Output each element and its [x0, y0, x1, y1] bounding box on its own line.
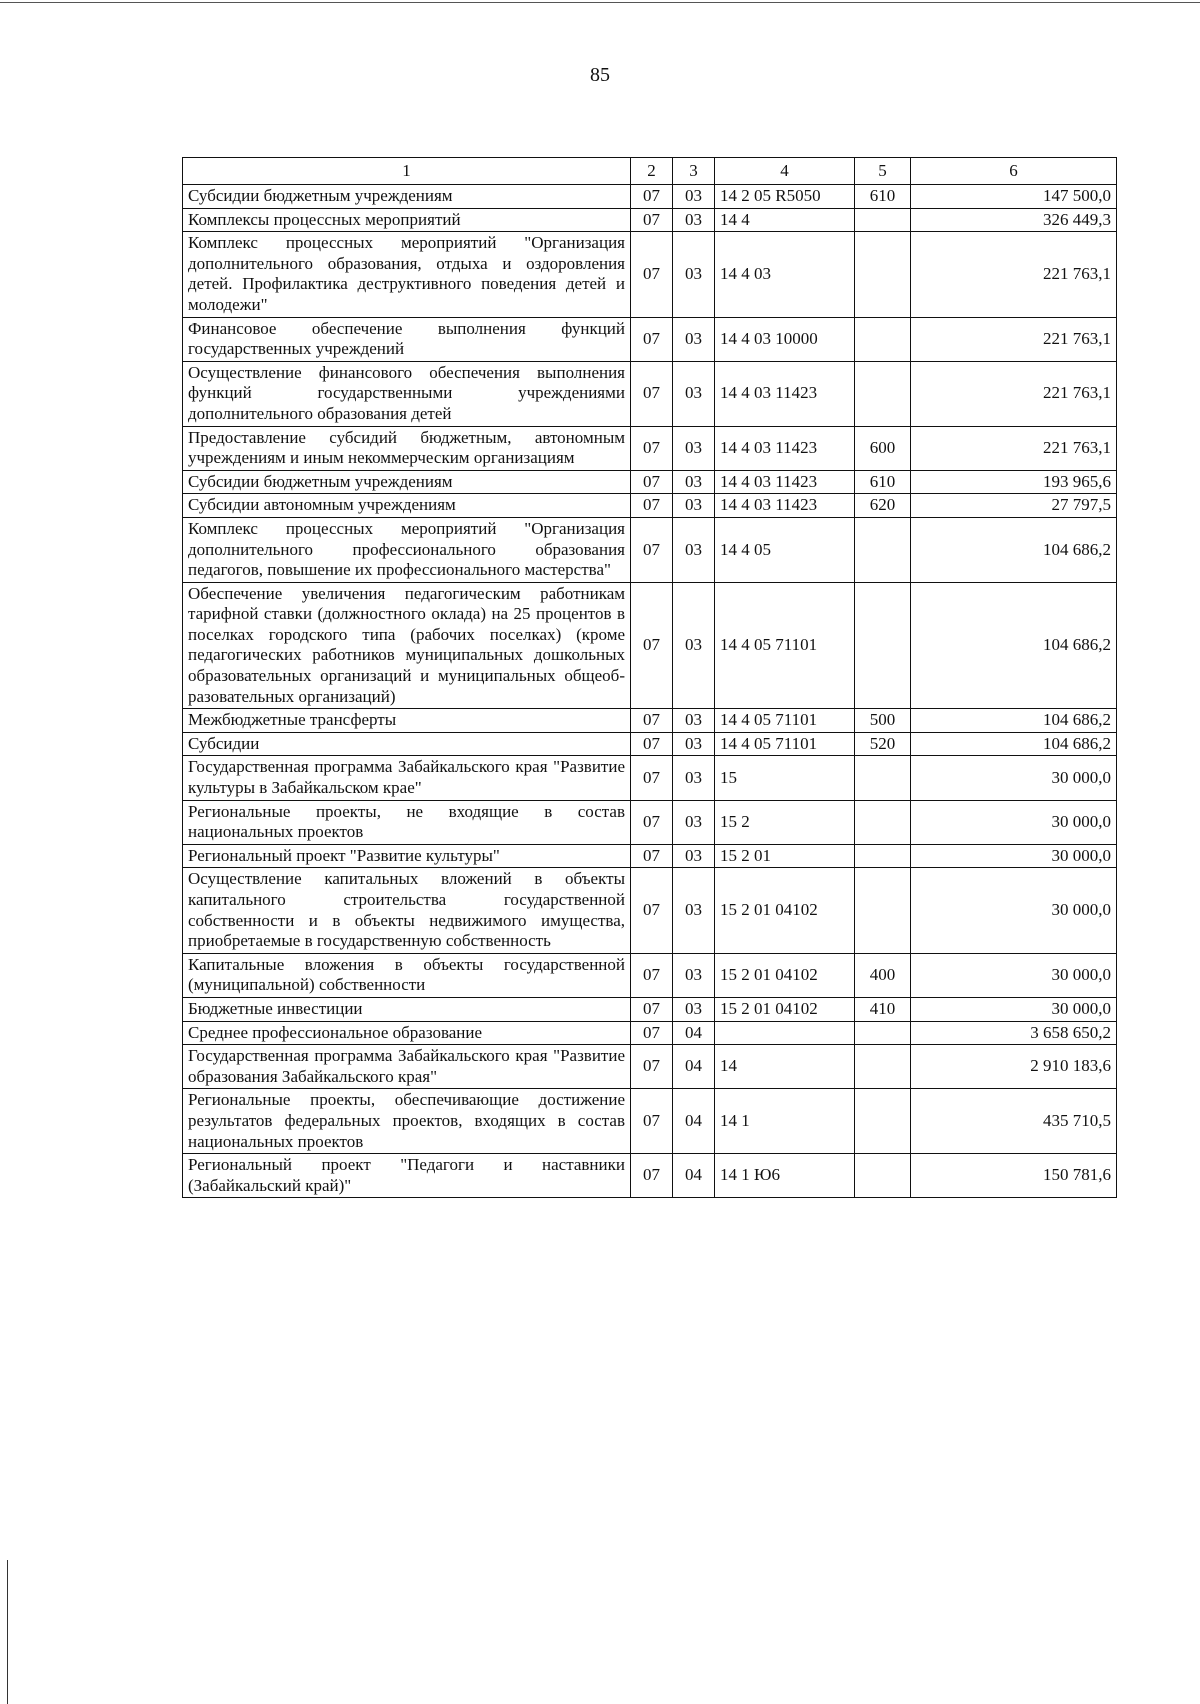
row-target-article [715, 1021, 855, 1045]
row-subsection: 03 [673, 953, 715, 997]
row-target-article: 14 4 [715, 208, 855, 232]
table-row [183, 582, 1117, 709]
row-subsection: 04 [673, 1021, 715, 1045]
row-expense-type [855, 582, 911, 709]
row-amount: 30 000,0 [911, 997, 1117, 1021]
row-subsection: 03 [673, 800, 715, 844]
row-subsection: 03 [673, 185, 715, 209]
header-col-2: 2 [631, 158, 673, 185]
row-name: Государственная программа Забайкальского края "Развитие культуры в Забайкальском крае" [183, 756, 631, 800]
row-name: Среднее профессиональное образование [183, 1021, 631, 1045]
row-name: Региональный проект "Развитие культуры" [183, 844, 631, 868]
budget-table [182, 157, 1117, 1198]
row-section: 07 [631, 517, 673, 582]
table-row [183, 317, 1117, 361]
row-expense-type [855, 1045, 911, 1089]
row-amount: 104 686,2 [911, 709, 1117, 733]
row-amount: 30 000,0 [911, 953, 1117, 997]
row-target-article: 15 2 01 04102 [715, 953, 855, 997]
row-amount: 30 000,0 [911, 844, 1117, 868]
row-target-article: 15 [715, 756, 855, 800]
row-name: Региональные проекты, не входящие в состав национальных проектов [183, 800, 631, 844]
row-target-article: 14 4 05 71101 [715, 582, 855, 709]
table-row [183, 361, 1117, 426]
row-target-article: 14 1 [715, 1089, 855, 1154]
row-amount: 147 500,0 [911, 185, 1117, 209]
row-expense-type: 610 [855, 470, 911, 494]
row-subsection: 03 [673, 208, 715, 232]
row-section: 07 [631, 800, 673, 844]
row-section: 07 [631, 232, 673, 317]
row-target-article: 14 4 03 11423 [715, 361, 855, 426]
row-target-article: 14 1 Ю6 [715, 1154, 855, 1198]
row-subsection: 04 [673, 1045, 715, 1089]
row-expense-type: 610 [855, 185, 911, 209]
row-section: 07 [631, 1089, 673, 1154]
row-subsection: 03 [673, 494, 715, 518]
row-name: Комплекс процессных мероприятий "Организация дополнительного профессионального образования педагогов, повышение их профессионального мастерства" [183, 517, 631, 582]
row-expense-type [855, 208, 911, 232]
row-amount: 221 763,1 [911, 232, 1117, 317]
row-name: Субсидии [183, 732, 631, 756]
row-expense-type [855, 844, 911, 868]
row-subsection: 04 [673, 1154, 715, 1198]
table-row [183, 1089, 1117, 1154]
header-col-6: 6 [911, 158, 1117, 185]
table-row [183, 1021, 1117, 1045]
table-row [183, 800, 1117, 844]
row-subsection: 03 [673, 732, 715, 756]
row-expense-type: 600 [855, 426, 911, 470]
row-section: 07 [631, 470, 673, 494]
row-amount: 30 000,0 [911, 756, 1117, 800]
row-expense-type [855, 756, 911, 800]
row-subsection: 03 [673, 426, 715, 470]
row-amount: 2 910 183,6 [911, 1045, 1117, 1089]
row-name: Комплекс процессных мероприятий "Организация дополнительного образования, отдыха и оздоровления детей. Профилактика деструктивного поведения детей и молодежи" [183, 232, 631, 317]
table-row [183, 1154, 1117, 1198]
row-target-article: 15 2 01 04102 [715, 868, 855, 953]
row-amount: 30 000,0 [911, 868, 1117, 953]
row-name: Субсидии бюджетным учреждениям [183, 470, 631, 494]
table-row [183, 844, 1117, 868]
header-col-4: 4 [715, 158, 855, 185]
row-section: 07 [631, 1045, 673, 1089]
row-name: Государственная программа Забайкальского края "Развитие образования Забайкальского края" [183, 1045, 631, 1089]
row-expense-type [855, 1021, 911, 1045]
table-row [183, 494, 1117, 518]
row-expense-type: 400 [855, 953, 911, 997]
header-col-1: 1 [183, 158, 631, 185]
table-row [183, 232, 1117, 317]
row-amount: 104 686,2 [911, 582, 1117, 709]
table-row [183, 709, 1117, 733]
top-scan-line [0, 2, 1200, 3]
row-section: 07 [631, 426, 673, 470]
row-expense-type [855, 1089, 911, 1154]
row-name: Региональные проекты, обеспечивающие достижение результатов федеральных проектов, входящих в состав национальных проектов [183, 1089, 631, 1154]
header-col-5: 5 [855, 158, 911, 185]
row-subsection: 03 [673, 470, 715, 494]
row-name: Осуществление капитальных вложений в объекты капитального строительства государственной собственности и в объекты недвижимого имущества, приобретаемые в государственную собственность [183, 868, 631, 953]
table-row [183, 868, 1117, 953]
row-subsection: 03 [673, 709, 715, 733]
row-target-article: 14 4 03 11423 [715, 426, 855, 470]
row-section: 07 [631, 844, 673, 868]
row-target-article: 14 [715, 1045, 855, 1089]
row-section: 07 [631, 582, 673, 709]
row-expense-type: 410 [855, 997, 911, 1021]
row-target-article: 14 4 03 [715, 232, 855, 317]
row-amount: 150 781,6 [911, 1154, 1117, 1198]
table-row [183, 185, 1117, 209]
row-section: 07 [631, 1154, 673, 1198]
row-section: 07 [631, 953, 673, 997]
table-row [183, 953, 1117, 997]
row-section: 07 [631, 732, 673, 756]
row-amount: 104 686,2 [911, 732, 1117, 756]
row-amount: 221 763,1 [911, 317, 1117, 361]
row-section: 07 [631, 494, 673, 518]
row-name: Бюджетные инвестиции [183, 997, 631, 1021]
row-section: 07 [631, 868, 673, 953]
row-expense-type: 500 [855, 709, 911, 733]
row-amount: 104 686,2 [911, 517, 1117, 582]
table-row [183, 426, 1117, 470]
row-target-article: 15 2 01 04102 [715, 997, 855, 1021]
row-target-article: 14 4 05 [715, 517, 855, 582]
header-col-3: 3 [673, 158, 715, 185]
row-target-article: 14 2 05 R5050 [715, 185, 855, 209]
row-name: Региональный проект "Педагоги и наставники (Забайкальский край)" [183, 1154, 631, 1198]
row-subsection: 04 [673, 1089, 715, 1154]
row-target-article: 14 4 03 11423 [715, 494, 855, 518]
row-amount: 221 763,1 [911, 426, 1117, 470]
row-amount: 221 763,1 [911, 361, 1117, 426]
row-section: 07 [631, 756, 673, 800]
row-subsection: 03 [673, 844, 715, 868]
row-expense-type [855, 800, 911, 844]
row-amount: 27 797,5 [911, 494, 1117, 518]
row-section: 07 [631, 997, 673, 1021]
row-name: Капитальные вложения в объекты государственной (муниципальной) собственности [183, 953, 631, 997]
row-subsection: 03 [673, 232, 715, 317]
row-subsection: 03 [673, 756, 715, 800]
row-name: Субсидии бюджетным учреждениям [183, 185, 631, 209]
row-expense-type [855, 317, 911, 361]
row-subsection: 03 [673, 868, 715, 953]
row-expense-type [855, 517, 911, 582]
row-amount: 193 965,6 [911, 470, 1117, 494]
row-target-article: 14 4 03 10000 [715, 317, 855, 361]
table-row [183, 732, 1117, 756]
row-expense-type [855, 232, 911, 317]
row-name: Обеспечение увеличения педагогическим работникам тарифной ставки (должностного оклада) на 25 процентов в поселках городского типа (рабочих поселках) (кроме педагогических работников муниципальных дошкольных образовательных организаций и муниципальных общеобразовательных организаций) [183, 582, 631, 709]
row-name: Финансовое обеспечение выполнения функций государственных учреждений [183, 317, 631, 361]
table-body [183, 185, 1117, 1198]
row-amount: 435 710,5 [911, 1089, 1117, 1154]
table-row [183, 1045, 1117, 1089]
row-expense-type [855, 868, 911, 953]
row-section: 07 [631, 317, 673, 361]
row-target-article: 15 2 01 [715, 844, 855, 868]
row-amount: 3 658 650,2 [911, 1021, 1117, 1045]
table-row [183, 756, 1117, 800]
row-expense-type: 520 [855, 732, 911, 756]
row-amount: 30 000,0 [911, 800, 1117, 844]
row-name: Комплексы процессных мероприятий [183, 208, 631, 232]
row-target-article: 14 4 05 71101 [715, 709, 855, 733]
row-target-article: 14 4 05 71101 [715, 732, 855, 756]
header-row [183, 158, 1117, 185]
table-row [183, 470, 1117, 494]
row-section: 07 [631, 709, 673, 733]
row-section: 07 [631, 208, 673, 232]
row-section: 07 [631, 185, 673, 209]
row-subsection: 03 [673, 361, 715, 426]
row-subsection: 03 [673, 517, 715, 582]
row-name: Предоставление субсидий бюджетным, автономным учреждениям и иным некоммерческим организациям [183, 426, 631, 470]
table-row [183, 517, 1117, 582]
row-expense-type: 620 [855, 494, 911, 518]
left-scan-mark [7, 1560, 8, 1704]
row-target-article: 15 2 [715, 800, 855, 844]
table-row [183, 997, 1117, 1021]
row-subsection: 03 [673, 582, 715, 709]
row-name: Субсидии автономным учреждениям [183, 494, 631, 518]
row-amount: 326 449,3 [911, 208, 1117, 232]
row-expense-type [855, 361, 911, 426]
row-subsection: 03 [673, 317, 715, 361]
row-section: 07 [631, 1021, 673, 1045]
row-name: Межбюджетные трансферты [183, 709, 631, 733]
row-expense-type [855, 1154, 911, 1198]
row-section: 07 [631, 361, 673, 426]
page-number: 85 [590, 64, 610, 86]
row-subsection: 03 [673, 997, 715, 1021]
row-name: Осуществление финансового обеспечения выполнения функций государственными учреждениями дополнительного образования детей [183, 361, 631, 426]
table-row [183, 208, 1117, 232]
row-target-article: 14 4 03 11423 [715, 470, 855, 494]
